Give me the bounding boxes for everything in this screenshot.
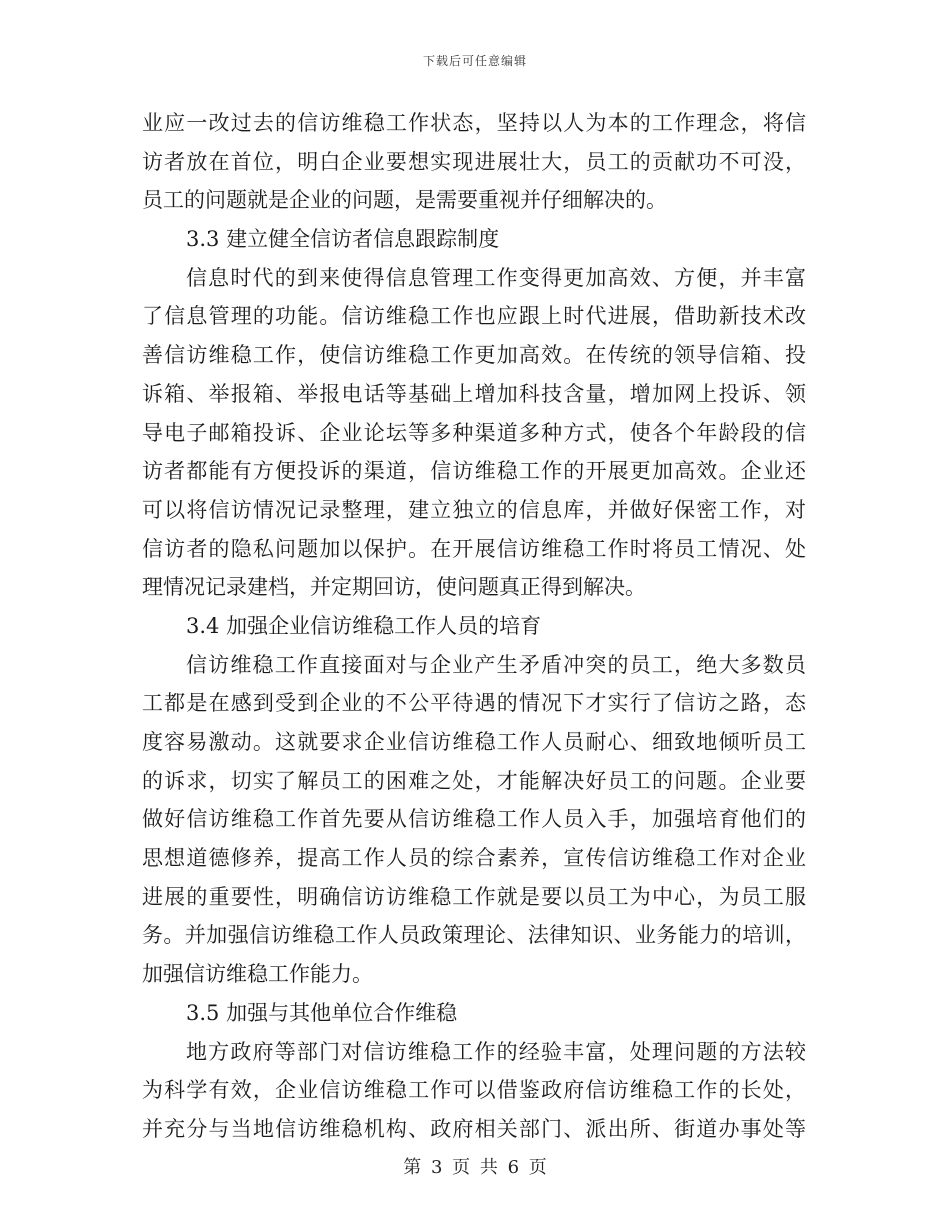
text-line: 访者都能有方便投诉的渠道，信访维稳工作的开展更加高效。企业还: [142, 459, 806, 484]
text-line: 了信息管理的功能。信访维稳工作也应跟上时代进展，借助新技术改: [142, 304, 806, 329]
text-line: 务。并加强信访维稳工作人员政策理论、法律知识、业务能力的培训，: [142, 923, 806, 948]
text-line: 进展的重要性，明确信访访维稳工作就是要以员工为中心，为员工服: [142, 884, 806, 909]
text-line: 信息时代的到来使得信息管理工作变得更加高效、方便，并丰富: [186, 265, 806, 290]
document-body: [142, 104, 806, 1149]
page-footer: 第 3 页 共 6 页: [403, 1157, 547, 1178]
text-line: 诉箱、举报箱、举报电话等基础上增加科技含量，增加网上投诉、领: [142, 381, 806, 406]
text-line: 信访者的隐私问题加以保护。在开展信访维稳工作时将员工情况、处: [142, 536, 806, 561]
text-line: 信访维稳工作直接面对与企业产生矛盾冲突的员工，绝大多数员: [186, 652, 806, 677]
text-line: 加强信访维稳工作能力。: [142, 962, 373, 987]
text-line: 并充分与当地信访维稳机构、政府相关部门、派出所、街道办事处等: [142, 1116, 806, 1141]
text-line: 员工的问题就是企业的问题，是需要重视并仔细解决的。: [142, 188, 667, 213]
text-line: 为科学有效，企业信访维稳工作可以借鉴政府信访维稳工作的长处，: [142, 1078, 806, 1103]
text-line: 导电子邮箱投诉、企业论坛等多种渠道多种方式，使各个年龄段的信: [142, 420, 806, 445]
text-line: 可以将信访情况记录整理，建立独立的信息库，并做好保密工作，对: [142, 497, 806, 522]
text-line: 度容易激动。这就要求企业信访维稳工作人员耐心、细致地倾听员工: [142, 730, 806, 754]
text-line: 地方政府等部门对信访维稳工作的经验丰富，处理问题的方法较: [186, 1039, 806, 1064]
text-line: 访者放在首位，明白企业要想实现进展壮大，员工的贡献功不可没，: [142, 149, 806, 174]
text-line: 善信访维稳工作，使信访维稳工作更加高效。在传统的领导信箱、投: [142, 343, 806, 368]
text-line: 工都是在感到受到企业的不公平待遇的情况下才实行了信访之路，态: [142, 691, 806, 716]
text-line: 做好信访维稳工作首先要从信访维稳工作人员入手，加强培育他们的: [142, 807, 806, 832]
text-line: 的诉求，切实了解员工的困难之处，才能解决好员工的问题。企业要: [142, 768, 806, 793]
section-heading: 3.5 加强与其他单位合作维稳: [186, 1000, 458, 1025]
section-heading: 3.3 建立健全信访者信息跟踪制度: [186, 227, 500, 252]
text-line: 思想道德修养，提高工作人员的综合素养，宣传信访维稳工作对企业: [142, 846, 806, 871]
text-line: 业应一改过去的信访维稳工作状态，坚持以人为本的工作理念，将信: [142, 111, 806, 135]
page-header: 下载后可任意编辑: [422, 54, 527, 68]
text-line: 理情况记录建档，并定期回访，使问题真正得到解决。: [142, 575, 646, 600]
section-heading: 3.4 加强企业信访维稳工作人员的培育: [186, 613, 542, 638]
